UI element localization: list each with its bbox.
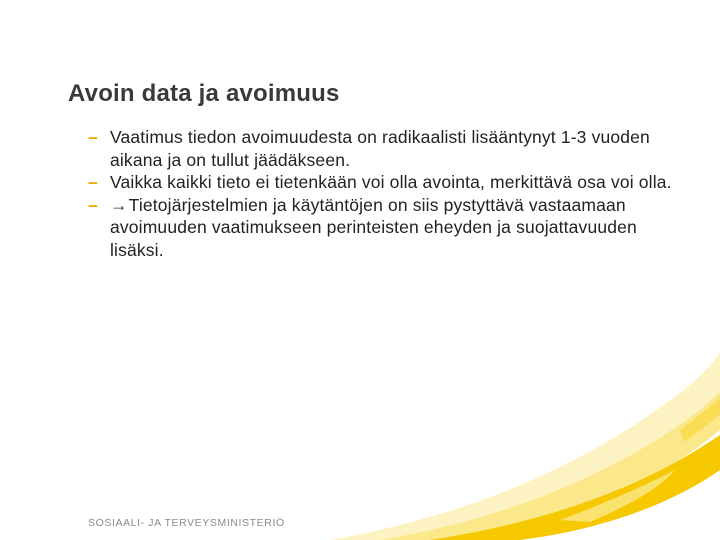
bullet-item	[88, 171, 678, 194]
arrow-right-icon: →	[110, 194, 128, 215]
bullet-dash: –	[88, 127, 98, 147]
bullet-item	[88, 194, 678, 262]
bullet-dash: –	[88, 194, 98, 215]
bullet-dash: –	[88, 172, 98, 192]
bullet-list	[88, 126, 678, 261]
bullet-item	[88, 126, 678, 171]
bullet-text: Vaatimus tiedon avoimuudesta on radikaalisti lisääntynyt 1-3 vuoden aikana ja on tullut jäädäkseen.	[110, 127, 650, 170]
bullet-text: Tietojärjestelmien ja käytäntöjen on siis pystyttävä vastaamaan avoimuuden vaatimukseen perinteisten eheyden ja suojattavuuden lisäksi.	[110, 194, 637, 260]
slide-title: Avoin data ja avoimuus	[68, 80, 340, 107]
bullet-text: Vaikka kaikki tieto ei tietenkään voi olla avointa, merkittävä osa voi olla.	[110, 172, 672, 192]
ministry-logo: SOSIAALI- JA TERVEYSMINISTERIÖ	[88, 517, 285, 529]
